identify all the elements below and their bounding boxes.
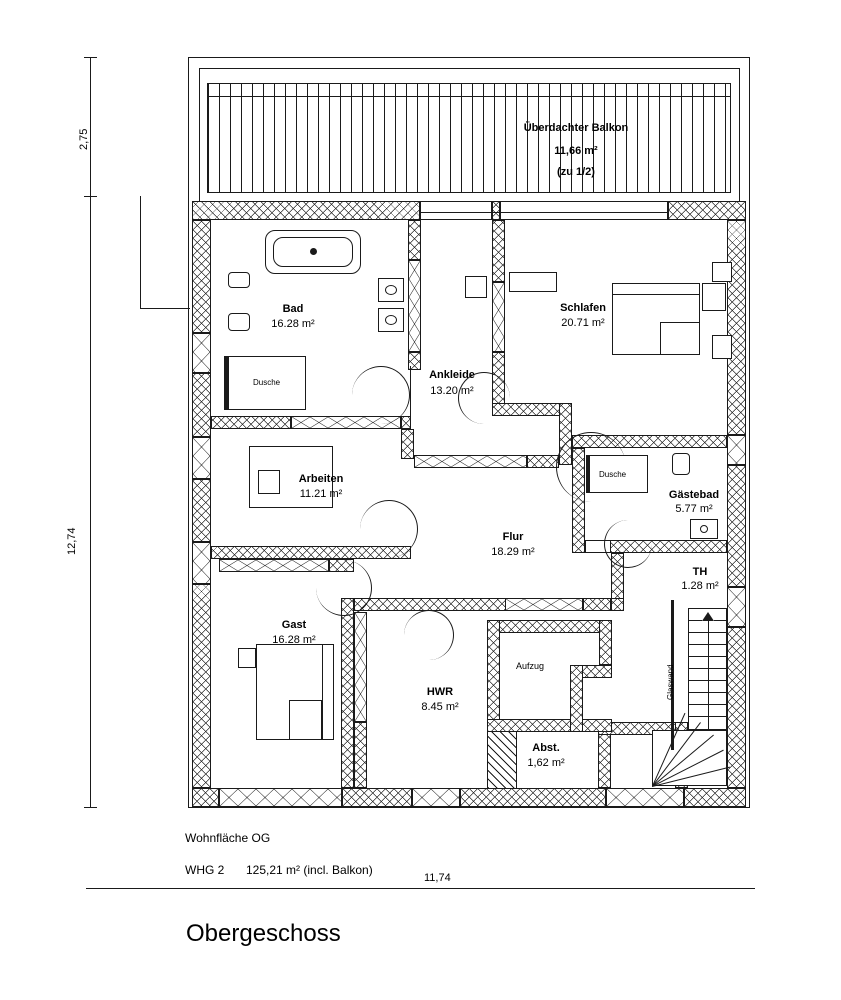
stair-direction-arrow-icon [702, 612, 714, 621]
window-bottom-gast [219, 788, 342, 807]
elevator-entry-hatch [487, 732, 517, 788]
room-label-hwr: HWR [426, 686, 454, 698]
room-area-abst: 1,62 m² [527, 757, 565, 769]
elevator-shaft-wall-bottom [487, 719, 612, 732]
room-label-ankleide: Ankleide [429, 369, 475, 381]
outline-bottom [188, 807, 750, 808]
dimension-line-left [90, 57, 91, 807]
balcony-frame-line [199, 68, 739, 69]
door-leaf-bad [410, 366, 411, 424]
dimension-tick [84, 196, 97, 197]
dimension-tick [84, 807, 97, 808]
exterior-wall-bottom-2 [342, 788, 412, 807]
room-label-balkon: Überdachter Balkon [523, 122, 629, 134]
window-left-gast [192, 542, 211, 584]
toilet-gaestebad [672, 453, 690, 475]
basin-bowl-top [385, 285, 397, 295]
shower-bad-glass [224, 356, 229, 410]
dimension-leader-line [140, 196, 141, 309]
exterior-wall-bottom-3 [460, 788, 606, 807]
shower-gaestebad-label: Dusche [599, 470, 627, 479]
dresser-schlafen [702, 283, 726, 311]
balcony-threshold-line [420, 212, 668, 213]
room-area-bad: 16.28 m² [271, 318, 315, 330]
balcony-decking-edge [207, 96, 731, 97]
opening-gast-hwr [354, 612, 367, 722]
bench-ankleide [509, 272, 557, 292]
bed-schlafen-blanket [660, 322, 700, 355]
sink-bad [228, 272, 250, 288]
bed-gast-blanket [289, 700, 322, 740]
room-label-gast: Gast [281, 619, 307, 631]
room-label-abst: Abst. [532, 742, 560, 754]
outline-top [188, 57, 750, 58]
dimension-leader-line [140, 308, 190, 309]
interior-wall-bad-ankleide [408, 220, 421, 260]
room-label-arbeiten: Arbeiten [298, 473, 344, 485]
room-area-th: 1.28 m² [681, 580, 719, 592]
interior-wall-hwr-left [354, 722, 367, 788]
exterior-wall-right-2 [727, 465, 746, 587]
window-bottom-abst [606, 788, 684, 807]
room-label-schlafen: Schlafen [560, 302, 606, 314]
dimension-line-bottom [92, 888, 748, 889]
window-left-bad [192, 333, 211, 373]
interior-wall-arbeiten-right [401, 429, 414, 459]
opening-gast-top [219, 559, 329, 572]
exterior-wall-left-4 [192, 584, 211, 788]
room-area-gaestebad: 5.77 m² [675, 503, 713, 515]
room-area-balkon: 11,66 m² [554, 145, 598, 157]
window-right-treppe [727, 587, 746, 627]
interior-wall-hwr-top-2 [583, 598, 611, 611]
dimension-tick [742, 888, 755, 889]
wardrobe-ankleide [465, 276, 487, 298]
window-left-arbeiten [192, 437, 211, 479]
window-right-gaestebad [727, 435, 746, 465]
room-area-ankleide: 13.20 m² [430, 385, 474, 397]
dimension-tick [84, 57, 97, 58]
balcony-frame-line [739, 68, 740, 201]
exterior-wall-top-right [668, 201, 746, 220]
glass-wall-label: Glaswand [666, 664, 675, 700]
stair-direction-line [708, 612, 709, 730]
balcony-decking [207, 83, 731, 193]
dimension-left-total: 12,74 [66, 527, 78, 555]
window-bottom-hwr [412, 788, 460, 807]
interior-wall-th-left-2 [611, 598, 624, 611]
room-label-gaestebad: Gästebad [668, 489, 720, 501]
room-label-flur: Flur [502, 531, 524, 543]
room-area-arbeiten: 11.21 m² [299, 488, 343, 500]
shower-gaestebad-glass [586, 455, 590, 493]
bed-schlafen-headboard [612, 283, 700, 295]
interior-wall-hwr-top [354, 598, 514, 611]
dimension-tick [86, 888, 99, 889]
door-arc-th [604, 520, 652, 568]
opening-flur-arbeiten [414, 455, 527, 468]
opening-hwr-top [505, 598, 583, 611]
footer-whg-label: WHG 2 [185, 863, 225, 877]
room-area-gast: 16.28 m² [272, 634, 316, 646]
room-area-schlafen: 20.71 m² [561, 317, 605, 329]
room-area-flur: 18.29 m² [491, 546, 535, 558]
elevator-label: Aufzug [516, 661, 545, 671]
basin-bowl-bottom [385, 315, 397, 325]
shower-bad-label: Dusche [253, 378, 281, 387]
nightstand-schlafen-left [712, 262, 732, 282]
drawing-title: Obergeschoss [186, 920, 341, 947]
interior-wall-bad-bottom-left [211, 416, 291, 429]
door-arc-bad [352, 366, 410, 424]
chair-arbeiten [258, 470, 280, 494]
sink-gaestebad-bowl [700, 525, 708, 533]
dimension-bottom-total: 11,74 [424, 872, 451, 884]
room-label-bad: Bad [282, 303, 304, 315]
exterior-wall-bottom-4 [684, 788, 746, 807]
elevator-shaft-wall-top [487, 620, 612, 633]
balcony-frame-line [199, 68, 200, 201]
footer-wohnflaeche: Wohnfläche OG [185, 831, 271, 845]
door-arc-hwr [404, 610, 454, 660]
nightstand-gast [238, 648, 256, 668]
bathtub-drain [310, 248, 317, 255]
exterior-wall-left-2 [192, 373, 211, 437]
dimension-left-upper: 2,75 [78, 128, 90, 150]
door-arc-arbeiten [360, 500, 418, 558]
footer-whg-value: 125,21 m² (incl. Balkon) [246, 863, 373, 877]
toilet-bad [228, 313, 250, 331]
exterior-wall-left-3 [192, 479, 211, 542]
elevator-shaft-wall-right-3 [570, 665, 583, 732]
outline-right [749, 57, 750, 807]
exterior-wall-top-mid [492, 201, 500, 220]
room-note-balkon: (zu 1/2) [557, 166, 595, 178]
bed-gast-headboard [322, 644, 334, 740]
room-area-hwr: 8.45 m² [421, 701, 459, 713]
elevator-shaft-wall-right [599, 620, 612, 665]
interior-wall-flur-top [527, 455, 559, 468]
exterior-wall-right-3 [727, 627, 746, 788]
door-arc-gast [316, 560, 372, 616]
balcony-door-right [500, 201, 668, 220]
balcony-door-left [420, 201, 492, 220]
opening-bad-ankleide [408, 260, 421, 352]
exterior-wall-bottom-1 [192, 788, 219, 807]
nightstand-schlafen-right [712, 335, 732, 359]
interior-wall-ankleide-schlafen [492, 220, 505, 282]
exterior-wall-right-1 [727, 220, 746, 435]
exterior-wall-top-left [192, 201, 420, 220]
outline-left [188, 57, 189, 807]
elevator-shaft-wall-left [487, 620, 500, 732]
exterior-wall-left-1 [192, 220, 211, 333]
interior-wall-gast-right [341, 598, 354, 788]
opening-ankleide-schlafen [492, 282, 505, 352]
room-label-th: TH [692, 566, 708, 578]
